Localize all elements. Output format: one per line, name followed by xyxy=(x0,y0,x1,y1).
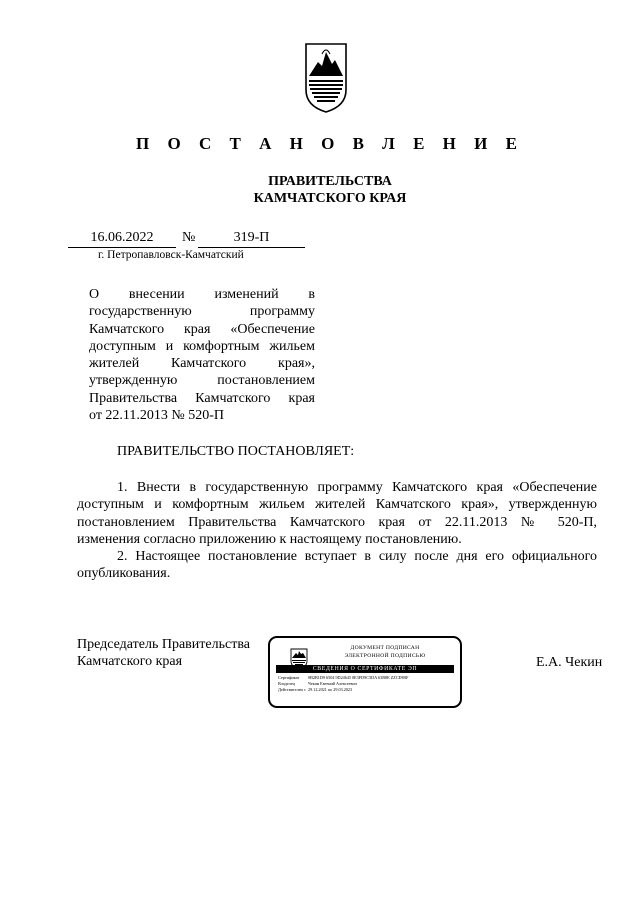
subject-line: О внесении изменений в xyxy=(89,287,315,302)
signatory-name: Е.А. Чекин xyxy=(536,655,603,670)
stamp-row-value: Чекин Евгений Алексеевич xyxy=(308,681,357,686)
stamp-row-key: Владелец xyxy=(278,681,295,686)
decree-heading: ПРАВИТЕЛЬСТВО ПОСТАНОВЛЯЕТ: xyxy=(117,444,355,459)
document-number: 319-П xyxy=(198,230,305,248)
stamp-row-value: 0B2B1D9 6504 9D24645 0E3FD9C5DA 63B8E ZZCE9BF xyxy=(308,675,409,680)
document-date: 16.06.2022 xyxy=(68,230,176,248)
stamp-row xyxy=(278,675,408,680)
issuer-line-2: КАМЧАТСКОГО КРАЯ xyxy=(253,191,407,206)
paragraph-1-line: постановлением Правительства Камчатского края от 22.11.2013 № 520-П, xyxy=(77,514,597,530)
stamp-heading: ЭЛЕКТРОННОЙ ПОДПИСЬЮ xyxy=(344,653,426,659)
document-subject xyxy=(89,286,315,424)
subject-line: Правительства Камчатского края xyxy=(89,390,315,406)
stamp-row xyxy=(278,687,352,692)
stamp-row-key: Действителен с xyxy=(278,687,306,692)
subject-line: от 22.11.2013 № 520-П xyxy=(89,408,225,424)
document-city: г. Петропавловск-Камчатский xyxy=(98,249,244,261)
subject-line: жителей Камчатского края», xyxy=(89,356,315,372)
number-sign: № xyxy=(182,230,196,245)
stamp-row-value: 29.12.2021 по 29.03.2023 xyxy=(308,687,353,692)
stamp-row xyxy=(278,681,357,686)
stamp-certificate-bar: СВЕДЕНИЯ О СЕРТИФИКАТЕ ЭП xyxy=(276,665,454,673)
document-body xyxy=(77,479,597,583)
paragraph-1-line: доступным и комфортным жильем жителей Камчатского края», утвержденную xyxy=(77,497,597,513)
signatory-position-line: Камчатского края xyxy=(77,654,183,670)
paragraph-1-line: 1. Внести в государственную программу Камчатского края «Обеспечение xyxy=(117,480,597,495)
subject-line: доступным и комфортным жильем xyxy=(89,338,315,354)
document-title: П О С Т А Н О В Л Е Н И Е xyxy=(136,134,524,153)
issuer-line-1: ПРАВИТЕЛЬСТВА xyxy=(268,174,392,189)
kamchatka-emblem-icon xyxy=(303,42,349,114)
subject-line: государственную программу xyxy=(89,304,315,320)
stamp-row-key: Сертификат xyxy=(278,675,300,680)
stamp-heading: ДОКУМЕНТ ПОДПИСАН xyxy=(350,645,420,651)
paragraph-2-line: 2. Настоящее постановление вступает в силу после дня его официального xyxy=(117,549,597,565)
paragraph-2-line: опубликования. xyxy=(77,566,171,582)
paragraph-1-line: изменения согласно приложению к настоящему постановлению. xyxy=(77,531,462,547)
signatory-position xyxy=(77,636,250,671)
subject-line: Камчатского края «Обеспечение xyxy=(89,321,315,337)
subject-line: утвержденную постановлением xyxy=(89,373,315,389)
signatory-position-line: Председатель Правительства xyxy=(77,637,250,652)
electronic-signature-stamp xyxy=(268,636,462,708)
